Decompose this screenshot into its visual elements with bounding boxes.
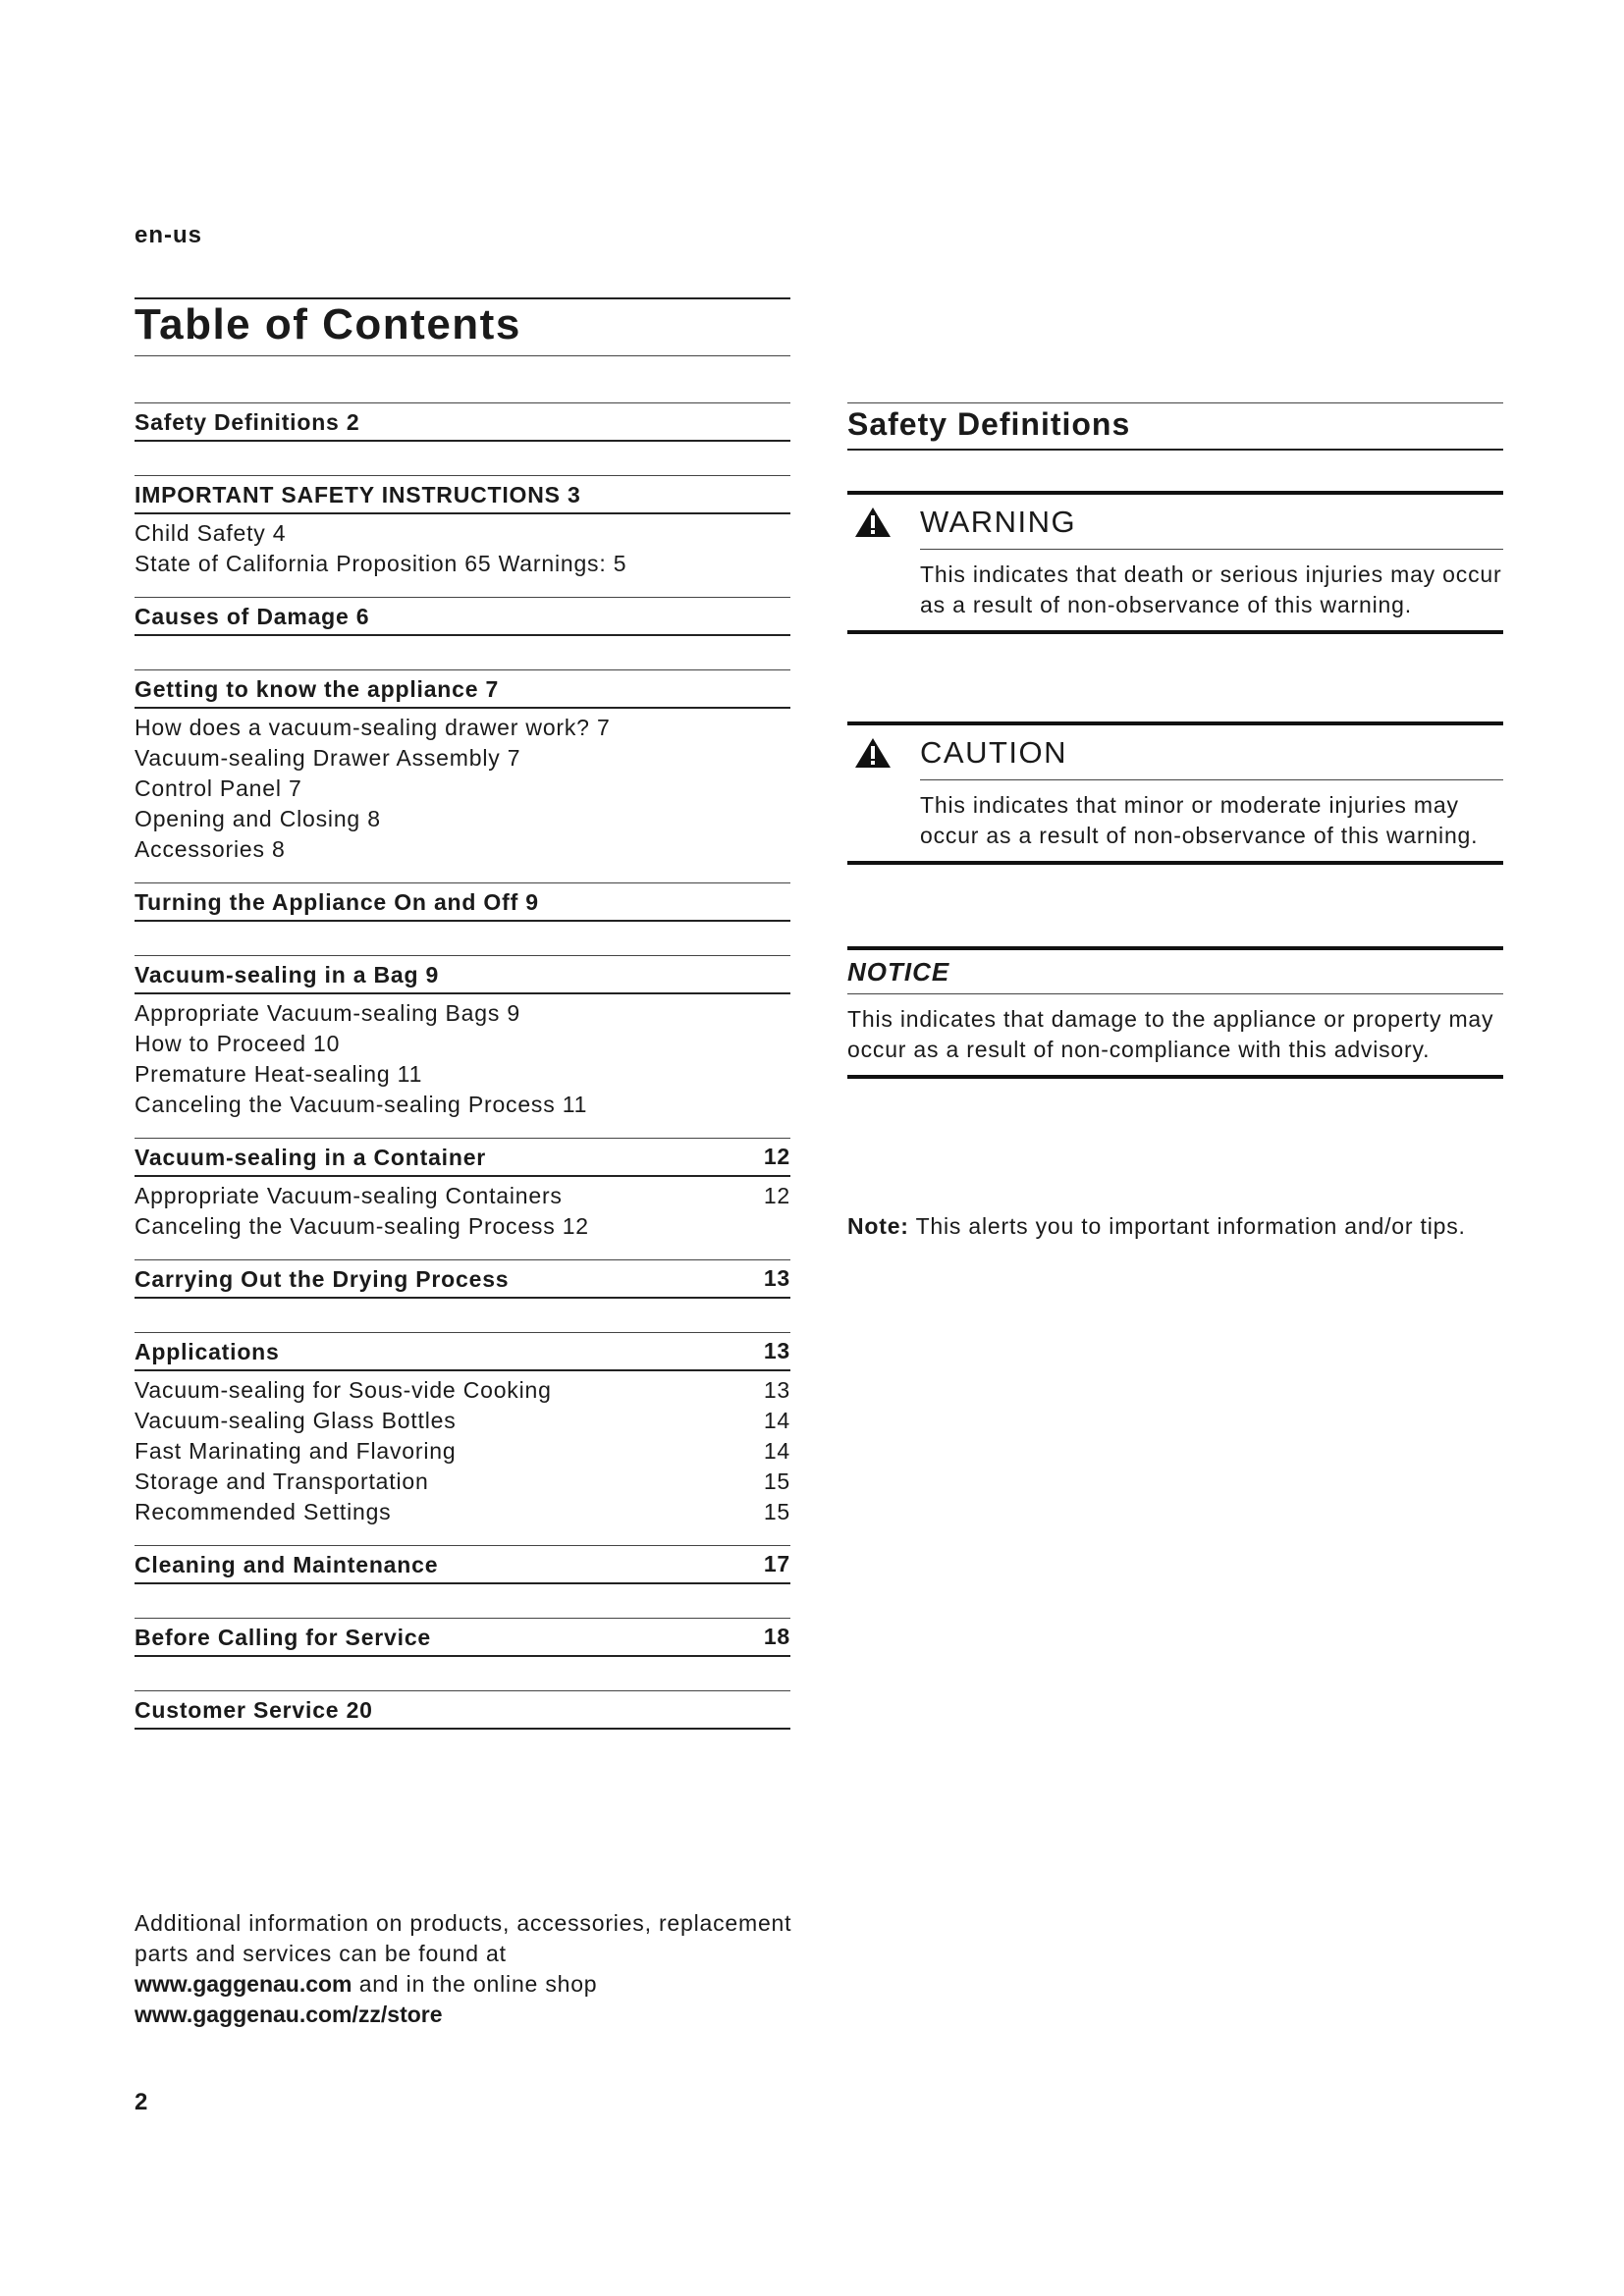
toc-title-top-rule xyxy=(135,297,790,299)
toc-entry-page: 15 xyxy=(763,1468,790,1494)
toc-section-heading[interactable] xyxy=(135,1618,790,1657)
toc-section-heading[interactable] xyxy=(135,402,790,442)
toc-entry-title: Accessories 8 xyxy=(135,836,286,862)
toc-section-heading[interactable] xyxy=(135,1138,790,1177)
toc-entry-title: Vacuum-sealing for Sous-vide Cooking xyxy=(135,1377,552,1403)
note-paragraph xyxy=(847,1211,1503,1242)
page-number: 2 xyxy=(135,2089,148,2115)
note-label: Note: xyxy=(847,1213,909,1239)
toc-entry[interactable] xyxy=(135,1406,790,1436)
toc-entry-title: Canceling the Vacuum-sealing Process 12 xyxy=(135,1213,589,1239)
safety-title-top-rule xyxy=(847,402,1503,403)
toc-entry-title: Appropriate Vacuum-sealing Containers xyxy=(135,1183,563,1208)
toc-entry-title: Vacuum-sealing Drawer Assembly 7 xyxy=(135,745,521,771)
toc-section xyxy=(135,1545,790,1584)
toc-entry[interactable] xyxy=(135,804,790,834)
language-code: en-us xyxy=(135,222,203,248)
toc-entry[interactable] xyxy=(135,998,790,1029)
toc-section-heading[interactable] xyxy=(135,1545,790,1584)
toc-section xyxy=(135,597,790,636)
toc-section-title: Getting to know the appliance 7 xyxy=(135,676,500,702)
toc-section-heading[interactable] xyxy=(135,669,790,709)
warning-label: WARNING xyxy=(920,504,1077,539)
toc-entry-title: Fast Marinating and Flavoring xyxy=(135,1438,457,1464)
toc-entry-title: Storage and Transportation xyxy=(135,1468,429,1494)
gaggenau-website-link[interactable]: www.gaggenau.com xyxy=(135,1971,352,1997)
toc-section-page: 13 xyxy=(763,1338,790,1363)
toc-entry[interactable] xyxy=(135,1467,790,1497)
notice-box xyxy=(847,946,1503,1079)
toc-section xyxy=(135,475,790,579)
footer-text-1: Additional information on products, accessories, replacement parts and services can be found at xyxy=(135,1910,792,1966)
toc-entry-title: Vacuum-sealing Glass Bottles xyxy=(135,1408,457,1433)
toc-entry-page: 15 xyxy=(763,1499,790,1524)
notice-text: This indicates that damage to the appliance or property may occur as a result of non-compliance with this advisory. xyxy=(847,1006,1494,1062)
toc-entry[interactable] xyxy=(135,1497,790,1527)
toc-entry-title: Control Panel 7 xyxy=(135,775,302,801)
toc-entry[interactable] xyxy=(135,1436,790,1467)
toc-entry-title: Premature Heat-sealing 11 xyxy=(135,1061,423,1087)
toc-section-title: Vacuum-sealing in a Bag 9 xyxy=(135,962,440,988)
toc-entry-page: 14 xyxy=(763,1408,790,1433)
toc-entry[interactable] xyxy=(135,713,790,743)
toc-section-title: IMPORTANT SAFETY INSTRUCTIONS 3 xyxy=(135,482,581,507)
toc-section-page: 13 xyxy=(763,1265,790,1291)
toc-section xyxy=(135,1332,790,1527)
toc-entry[interactable] xyxy=(135,549,790,579)
warning-text: This indicates that death or serious injuries may occur as a result of non-observance of this warning. xyxy=(920,549,1503,630)
toc-section-heading[interactable] xyxy=(135,475,790,514)
toc-entry[interactable] xyxy=(135,1090,790,1120)
toc-section-title: Safety Definitions 2 xyxy=(135,409,360,435)
toc-section-heading[interactable] xyxy=(135,1332,790,1371)
toc-entry[interactable] xyxy=(135,1181,790,1211)
toc-title-bottom-rule xyxy=(135,355,790,356)
table-of-contents xyxy=(135,402,790,1763)
toc-entry[interactable] xyxy=(135,518,790,549)
toc-section-heading[interactable] xyxy=(135,882,790,922)
safety-definitions-title: Safety Definitions xyxy=(847,406,1131,442)
caution-box xyxy=(847,721,1503,865)
toc-entry-title: Child Safety 4 xyxy=(135,520,287,546)
toc-section xyxy=(135,669,790,865)
toc-entry-title: State of California Proposition 65 Warnings: 5 xyxy=(135,551,627,576)
toc-section-title: Carrying Out the Drying Process xyxy=(135,1266,510,1292)
toc-section xyxy=(135,1618,790,1657)
toc-entry-title: Opening and Closing 8 xyxy=(135,806,381,831)
toc-entry-page: 12 xyxy=(763,1183,790,1208)
footer-text-2: and in the online shop xyxy=(358,1971,598,1997)
toc-section-page: 12 xyxy=(763,1144,790,1169)
toc-section-title: Turning the Appliance On and Off 9 xyxy=(135,889,539,915)
toc-entry[interactable] xyxy=(135,1375,790,1406)
footer-info xyxy=(135,1908,802,2030)
toc-section-heading[interactable] xyxy=(135,1259,790,1299)
note-text: This alerts you to important information and/or tips. xyxy=(915,1213,1466,1239)
caution-label: CAUTION xyxy=(920,734,1067,770)
toc-section-page: 18 xyxy=(763,1624,790,1649)
toc-section-title: Customer Service 20 xyxy=(135,1697,373,1723)
toc-section-heading[interactable] xyxy=(135,1690,790,1730)
toc-entry[interactable] xyxy=(135,1059,790,1090)
toc-entry-title: Recommended Settings xyxy=(135,1499,392,1524)
toc-entry-title: How to Proceed 10 xyxy=(135,1031,341,1056)
warning-triangle-icon xyxy=(853,506,893,539)
toc-section-page: 17 xyxy=(763,1551,790,1576)
toc-section xyxy=(135,1690,790,1730)
toc-entry[interactable] xyxy=(135,774,790,804)
toc-entry-page: 13 xyxy=(763,1377,790,1403)
toc-section xyxy=(135,955,790,1120)
toc-entry[interactable] xyxy=(135,743,790,774)
toc-section xyxy=(135,1138,790,1242)
toc-section xyxy=(135,1259,790,1299)
warning-box xyxy=(847,491,1503,634)
toc-entry-title: Appropriate Vacuum-sealing Bags 9 xyxy=(135,1000,520,1026)
toc-entry[interactable] xyxy=(135,834,790,865)
toc-entry[interactable] xyxy=(135,1211,790,1242)
toc-entry-title: How does a vacuum-sealing drawer work? 7 xyxy=(135,715,611,740)
toc-section-title: Causes of Damage 6 xyxy=(135,604,370,629)
warning-triangle-icon xyxy=(853,736,893,770)
toc-section-title: Applications xyxy=(135,1339,280,1364)
toc-section-title: Vacuum-sealing in a Container xyxy=(135,1145,487,1170)
toc-title: Table of Contents xyxy=(135,300,521,348)
toc-entry[interactable] xyxy=(135,1029,790,1059)
toc-section xyxy=(135,402,790,442)
toc-entry-page: 14 xyxy=(763,1438,790,1464)
toc-section-heading[interactable] xyxy=(135,597,790,636)
toc-section-heading[interactable] xyxy=(135,955,790,994)
toc-section-title: Cleaning and Maintenance xyxy=(135,1552,439,1577)
notice-label: NOTICE xyxy=(847,950,1503,994)
toc-section-title: Before Calling for Service xyxy=(135,1625,431,1650)
toc-entry-title: Canceling the Vacuum-sealing Process 11 xyxy=(135,1092,588,1117)
gaggenau-store-link[interactable]: www.gaggenau.com/zz/store xyxy=(135,2002,443,2027)
caution-text: This indicates that minor or moderate injuries may occur as a result of non-observance of this warning. xyxy=(920,779,1503,861)
safety-title-bottom-rule xyxy=(847,449,1503,451)
toc-section xyxy=(135,882,790,922)
